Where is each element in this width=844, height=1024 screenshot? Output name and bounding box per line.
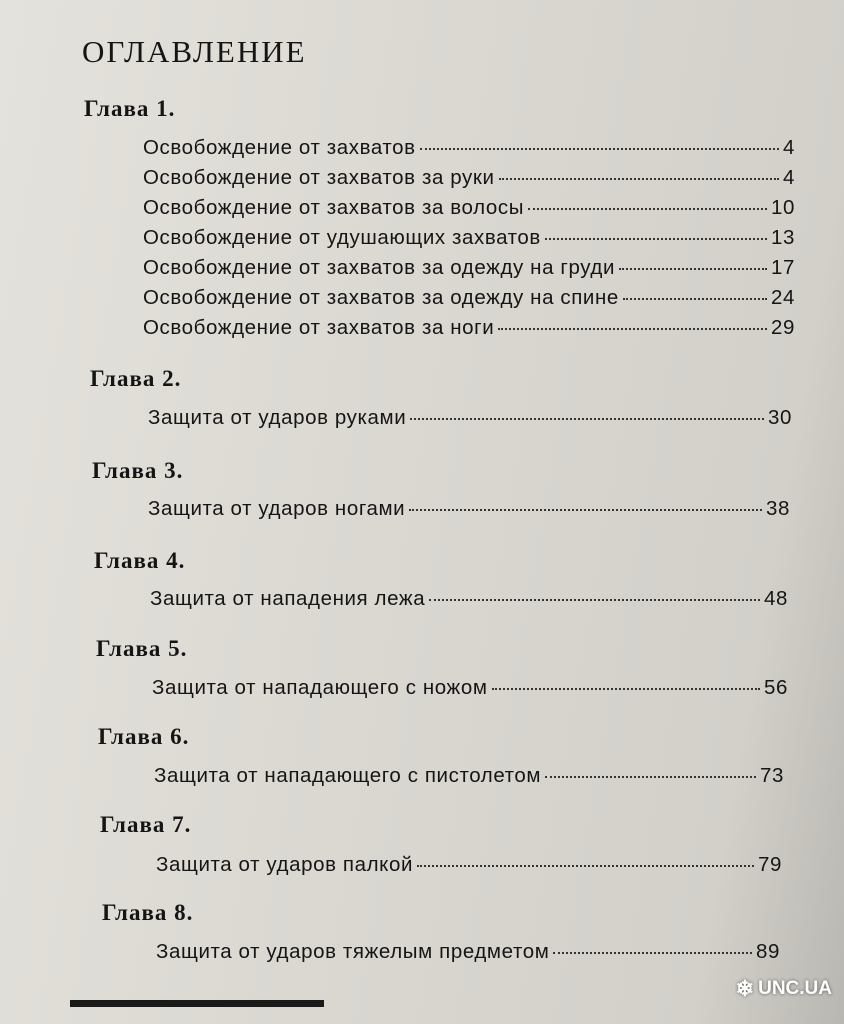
chapter-heading: Глава 1. — [84, 96, 176, 121]
toc-entry-page: 4 — [782, 136, 795, 159]
toc-entry-page: 73 — [759, 764, 784, 787]
bottom-rule — [70, 1000, 324, 1007]
toc-entry-page: 38 — [765, 497, 790, 520]
toc-entry-text: Защита от нападения лежа — [150, 587, 426, 610]
toc-entry — [143, 256, 795, 280]
chapter-heading: Глава 6. — [98, 724, 190, 749]
toc-entry-page: 13 — [770, 226, 795, 249]
chapter-heading: Глава 3. — [92, 458, 184, 483]
toc-entry-text: Освобождение от захватов за волосы — [143, 196, 525, 219]
toc-entry-text: Освобождение от захватов за одежду на спине — [143, 286, 619, 309]
toc-entry-page: 29 — [770, 316, 795, 339]
chapter-heading: Глава 2. — [90, 366, 182, 391]
toc-entry — [143, 226, 795, 250]
toc-entry — [143, 166, 795, 190]
dot-leader — [545, 238, 767, 240]
dot-leader — [420, 148, 779, 150]
dot-leader — [553, 952, 752, 954]
watermark — [736, 976, 832, 1002]
toc-entry-text: Защита от нападающего с пистолетом — [154, 764, 542, 787]
toc-entry-text: Защита от ударов ногами — [148, 497, 406, 520]
toc-entry-page: 24 — [770, 286, 795, 309]
toc-entry — [148, 497, 790, 521]
toc-entry — [156, 940, 780, 964]
toc-entry — [150, 587, 788, 611]
toc-entry-text: Защита от ударов тяжелым предметом — [156, 940, 550, 963]
dot-leader — [545, 776, 756, 778]
dot-leader — [429, 599, 760, 601]
toc-entry — [156, 853, 782, 877]
dot-leader — [492, 688, 760, 690]
toc-entry-text: Освобождение от захватов за ноги — [143, 316, 495, 339]
dot-leader — [623, 298, 767, 300]
dot-leader — [498, 328, 767, 330]
toc-entry-page: 30 — [767, 406, 792, 429]
dot-leader — [499, 178, 779, 180]
chapter-heading: Глава 7. — [100, 812, 192, 837]
page-title: ОГЛАВЛЕНИЕ — [82, 34, 307, 69]
toc-entry-text: Защита от ударов палкой — [156, 853, 414, 876]
toc-entry-text: Освобождение от захватов за руки — [143, 166, 495, 189]
toc-entry — [143, 316, 795, 340]
toc-entry-text: Освобождение от захватов за одежду на груди — [143, 256, 616, 279]
toc-entry-page: 56 — [763, 676, 788, 699]
watermark-text: UNC.UA — [758, 978, 832, 999]
snowflake-icon: ❄ — [735, 976, 755, 1001]
chapter-heading: Глава 8. — [102, 900, 194, 925]
toc-entry-page: 48 — [763, 587, 788, 610]
toc-entry — [143, 286, 795, 310]
toc-entry-text: Освобождение от захватов — [143, 136, 416, 159]
toc-entry-text: Защита от ударов руками — [148, 406, 407, 429]
toc-entry — [148, 406, 792, 430]
dot-leader — [528, 208, 767, 210]
toc-entry-page: 79 — [757, 853, 782, 876]
chapter-heading: Глава 5. — [96, 636, 188, 661]
toc-entry-page: 89 — [755, 940, 780, 963]
chapter-heading: Глава 4. — [94, 548, 186, 573]
toc-entry-page: 17 — [770, 256, 795, 279]
toc-entry-text: Защита от нападающего с ножом — [152, 676, 488, 699]
toc-entry — [143, 196, 795, 220]
dot-leader — [417, 865, 754, 867]
dot-leader — [410, 418, 764, 420]
toc-entry-page: 10 — [770, 196, 795, 219]
dot-leader — [619, 268, 767, 270]
toc-entry — [152, 676, 788, 700]
toc-entry-text: Освобождение от удушающих захватов — [143, 226, 541, 249]
toc-entry — [154, 764, 784, 788]
toc-entry — [143, 136, 795, 160]
toc-entry-page: 4 — [782, 166, 795, 189]
dot-leader — [409, 509, 762, 511]
